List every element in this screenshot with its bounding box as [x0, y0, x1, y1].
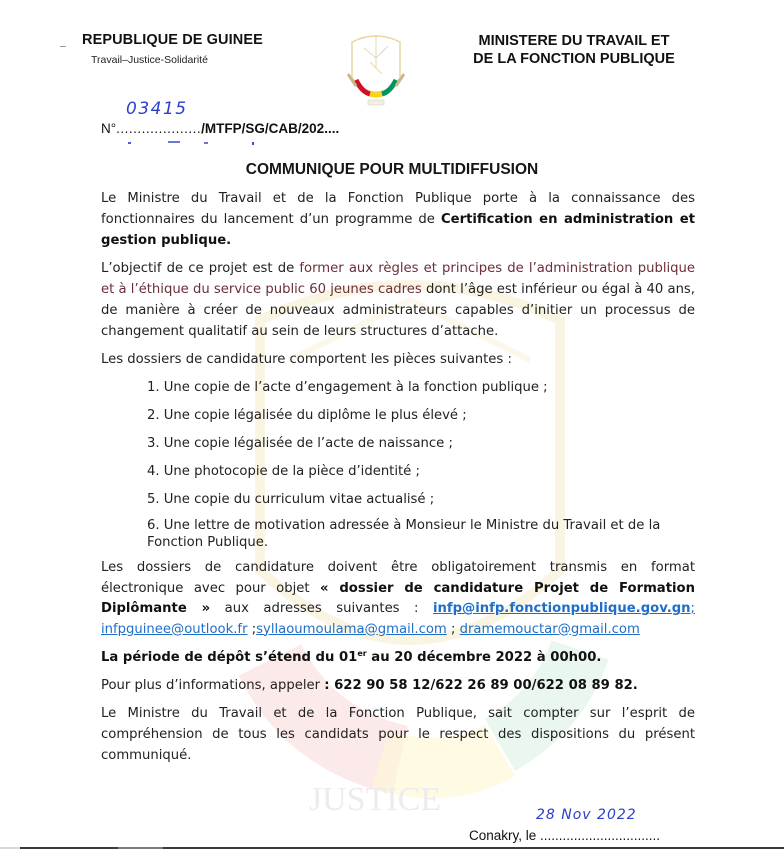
intro-text: Le Ministre du Travail et de la Fonction Publique porte à la connaissance des fonctionnaires du lancement d’un programme de — [101, 191, 695, 227]
email-subject: « dossier de candidature Projet de Formation Diplômante » — [101, 580, 695, 616]
country-name: REPUBLIQUE DE GUINEE — [82, 32, 263, 48]
list-item: 6. Une lettre de motivation adressée à Monsieur le Ministre du Travail et de la Fonction Publique. — [147, 518, 661, 550]
communique-body — [101, 188, 695, 773]
ref-prefix: N° — [101, 121, 117, 136]
watermark-text: JUSTICE — [308, 781, 442, 818]
ministry-name-line2: DE LA FONCTION PUBLIQUE — [473, 51, 675, 67]
separator: ; — [690, 601, 695, 616]
scan-mark — [60, 46, 66, 47]
email-link-sylla[interactable]: syllaoumoulama@gmail.com — [256, 621, 447, 637]
ministry-name-line1: MINISTERE DU TRAVAIL ET — [478, 33, 670, 49]
contact-label: Pour plus d’informations, appeler — [101, 678, 325, 693]
email-link-outlook[interactable]: infpguinee@outlook.fr — [101, 621, 248, 637]
email-link-infp[interactable]: infp@infp.fonctionpublique.gov.gn — [432, 601, 691, 616]
objective-text-b: former aux règles et principes de l’administration publique et à l’éthique du service public 60 jeunes cadres — [101, 261, 695, 297]
list-item: 3. Une copie légalisée de l’acte de naissance ; — [147, 436, 453, 451]
list-item: 1. Une copie de l’acte d’engagement à la fonction publique ; — [147, 380, 548, 395]
signature-place: Conakry, le — [469, 828, 541, 843]
reference-number — [101, 121, 339, 137]
documents-intro: Les dossiers de candidature comportent les pièces suivantes : — [101, 352, 512, 367]
separator: ; — [446, 621, 456, 637]
separator: ; — [247, 621, 257, 637]
handwritten-ref-number: 03415 — [126, 99, 188, 119]
deadline-text-b: au 20 décembre 2022 à 00h00. — [366, 650, 602, 665]
header-left — [82, 32, 263, 66]
email-link-drame[interactable]: dramemouctar@gmail.com — [459, 621, 640, 637]
deadline-text-a: La période de dépôt s’étend du 01 — [101, 650, 358, 665]
list-item: 5. Une copie du curriculum vitae actualisé ; — [147, 492, 435, 507]
coat-of-arms-icon — [340, 28, 412, 112]
objective-text-a: L’objectif de ce projet est de — [101, 261, 300, 276]
national-motto: Travail–Justice-Solidarité — [91, 54, 208, 66]
handwritten-date: 28 Nov 2022 — [536, 807, 637, 823]
submission-text-b: aux adresses suivantes : — [210, 601, 433, 616]
ref-code: /MTFP/SG/CAB/202.... — [201, 121, 340, 136]
header-right — [464, 32, 684, 68]
communique-title: COMMUNIQUE POUR MULTIDIFFUSION — [245, 161, 539, 178]
submission-text-a: Les dossiers de candidature doivent être obligatoirement transmis en format électronique avec pour objet — [101, 560, 695, 596]
signature-place-date — [469, 828, 660, 844]
deadline-ordinal: er — [357, 649, 367, 658]
deadline-line — [101, 647, 695, 668]
objective-text-c: dont l’âge est inférieur ou égal à 40 ans, de manière à créer de nouveaux administrateurs capables d’initier un processus de changement qualitatif au sein de leurs structures d’attache. — [101, 282, 695, 339]
ref-dots: .................... — [116, 121, 202, 136]
list-item: 2. Une copie légalisée du diplôme le plus élevé ; — [147, 408, 467, 423]
list-item: 4. Une photocopie de la pièce d’identité ; — [147, 464, 420, 479]
contact-phones: : 622 90 58 12/622 26 89 00/622 08 89 82. — [324, 678, 638, 693]
ink-ticks — [128, 140, 258, 146]
submission-paragraph — [101, 558, 695, 640]
documents-list — [101, 377, 695, 551]
closing-paragraph: Le Ministre du Travail et de la Fonction Publique, sait compter sur l’esprit de compréhension de tous les candidats pour le respect des dispositions du présent communiqué. — [101, 706, 695, 763]
contact-line — [101, 675, 695, 696]
objective-paragraph — [101, 258, 695, 342]
program-name: Certification en administration et gestion publique. — [101, 212, 696, 248]
signature-dots: ................................ — [540, 828, 661, 843]
intro-paragraph — [101, 188, 695, 251]
